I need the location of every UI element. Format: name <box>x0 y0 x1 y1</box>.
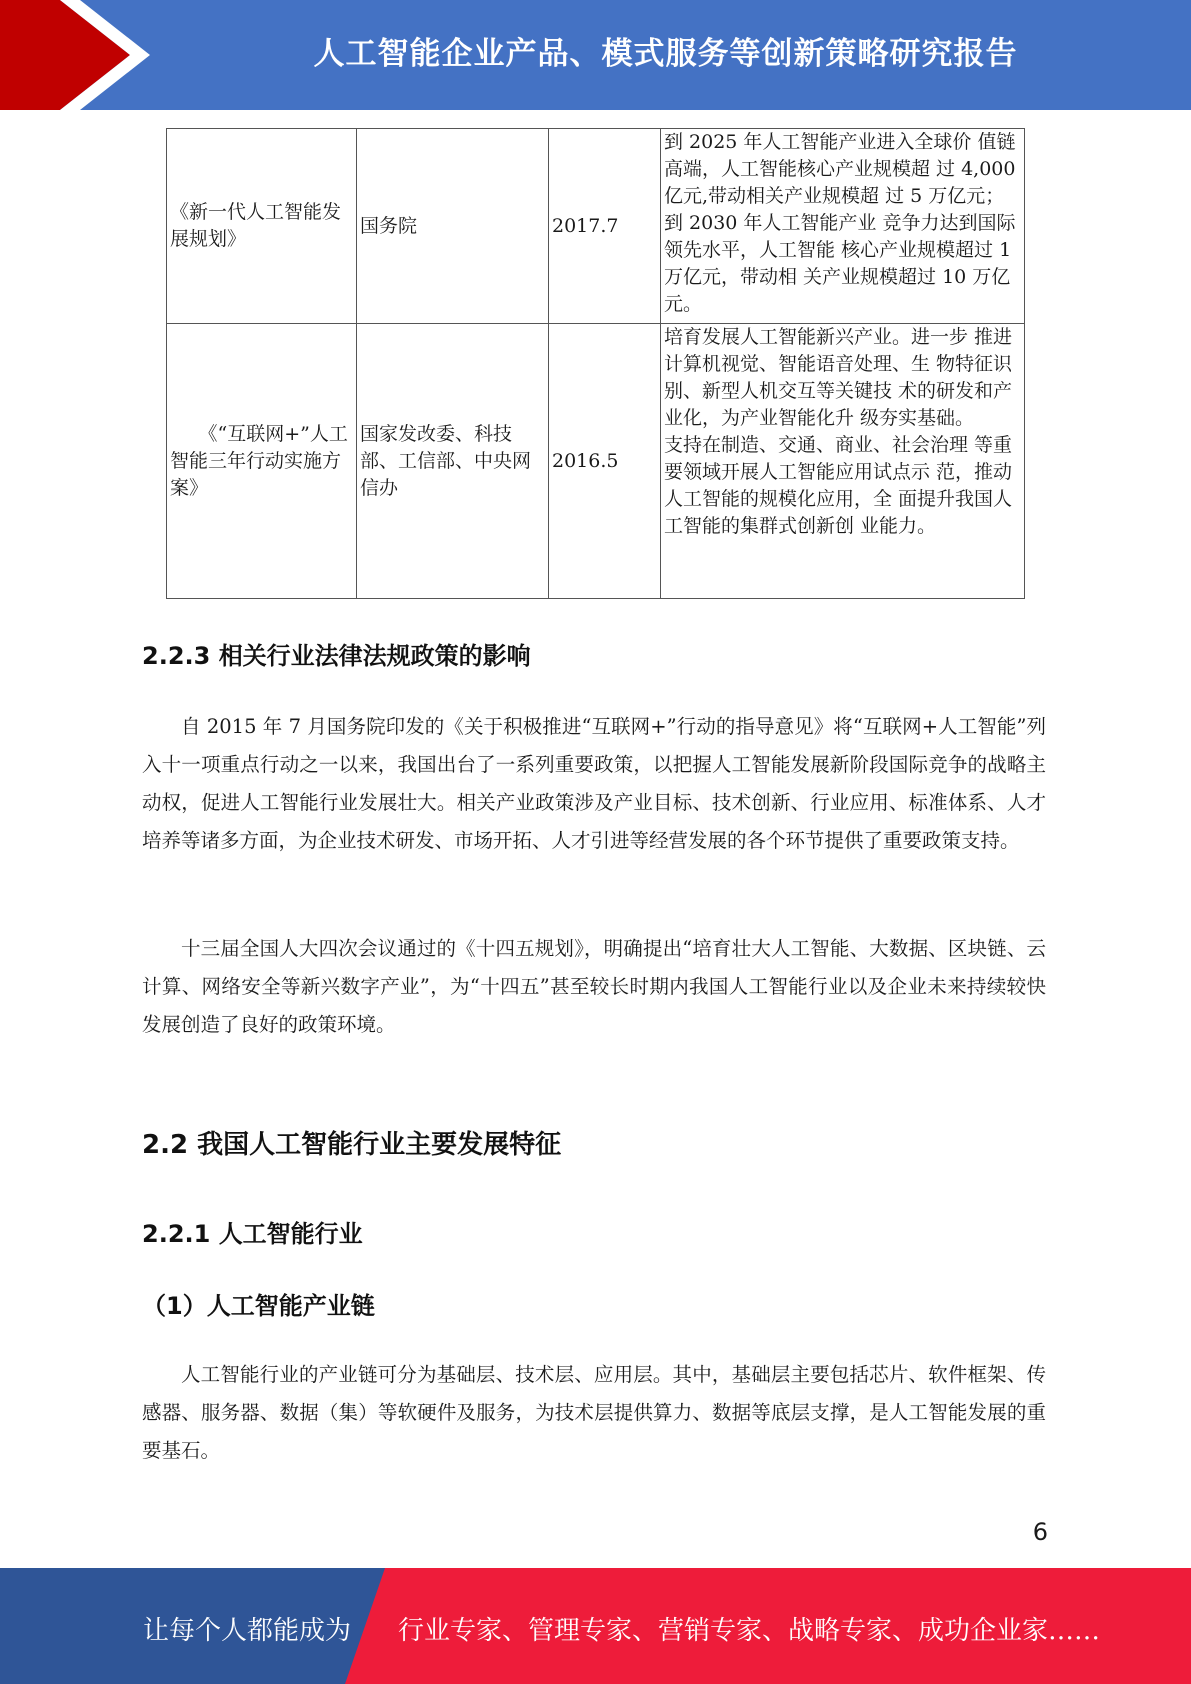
content-paragraph: 支持在制造、交通、商业、社会治理 等重要领域开展人工智能应用试点示 范，推动人工智能的规模化应用，全 面提升我国人工智能的集群式创新创 业能力。 <box>664 434 1013 537</box>
header-arrow-shape <box>0 0 160 110</box>
policy-table <box>166 128 1025 599</box>
date-cell: 2016.5 <box>549 324 661 599</box>
table-row <box>167 129 1025 324</box>
subsection-heading-1: （1）人工智能产业链 <box>142 1292 375 1320</box>
content-paragraph: 培育发展人工智能新兴产业。进一步 推进计算机视觉、智能语音处理、生 物特征识别、新型人机交互等关键技 术的研发和产业化，为产业智能化升 级夯实基础。 <box>664 326 1013 429</box>
body-paragraph: 十三届全国人大四次会议通过的《十四五规划》，明确提出“培育壮大人工智能、大数据、区块链、云计算、网络安全等新兴数字产业”，为“十四五”甚至较长时期内我国人工智能行业以及企业未来持续较快发展创造了良好的政策环境。 <box>142 937 1046 1036</box>
section-heading-2-2-3: 2.2.3 相关行业法律法规政策的影响 <box>142 642 531 670</box>
header-title: 人工智能企业产品、模式服务等创新策略研究报告 <box>313 36 1018 72</box>
body-paragraph: 人工智能行业的产业链可分为基础层、技术层、应用层。其中，基础层主要包括芯片、软件框架、传感器、服务器、数据（集）等软硬件及服务，为技术层提供算力、数据等底层支撑，是人工智能发展的重要基石。 <box>142 1363 1046 1462</box>
issuer-cell: 国务院 <box>357 129 549 324</box>
footer-slogan-right: 行业专家、管理专家、营销专家、战略专家、成功企业家…… <box>398 1616 1101 1646</box>
footer-slogan-left: 让每个人都能成为 <box>143 1616 352 1646</box>
policy-name-cell: 《新一代人工智能发展规划》 <box>167 129 357 324</box>
section-heading-2-2: 2.2 我国人工智能行业主要发展特征 <box>142 1130 562 1160</box>
page-header <box>0 0 1191 110</box>
policy-name-cell: 《“互联网+”人工 智能三年行动实施方案》 <box>167 324 357 599</box>
body-paragraph: 自 2015 年 7 月国务院印发的《关于积极推进“互联网+”行动的指导意见》将“互联网+人工智能”列入十一项重点行动之一以来，我国出台了一系列重要政策，以把握人工智能发展新阶段国际竞争的战略主动权，促进人工智能行业发展壮大。相关产业政策涉及产业目标、技术创新、行业应用、标准体系、人才培养等诸多方面，为企业技术研发、市场开拓、人才引进等经营发展的各个环节提供了重要政策支持。 <box>142 715 1046 852</box>
date-cell: 2017.7 <box>549 129 661 324</box>
page-footer <box>0 1568 1191 1684</box>
table-row <box>167 324 1025 599</box>
section-heading-2-2-1: 2.2.1 人工智能行业 <box>142 1220 363 1248</box>
issuer-cell: 国家发改委、科技部、工信部、中央网信办 <box>357 324 549 599</box>
content-cell <box>661 324 1025 599</box>
content-cell: 到 2025 年人工智能产业进入全球价 值链高端，人工智能核心产业规模超 过 4,000 亿元,带动相关产业规模超 过 5 万亿元；到 2030 年人工智能产业 竞争力达到国际领先水平，人工智能 核心产业规模超过 1 万亿元，带动相 关产业规模超过 10 万亿元。 <box>661 129 1025 324</box>
page-number: 6 <box>1032 1518 1048 1546</box>
